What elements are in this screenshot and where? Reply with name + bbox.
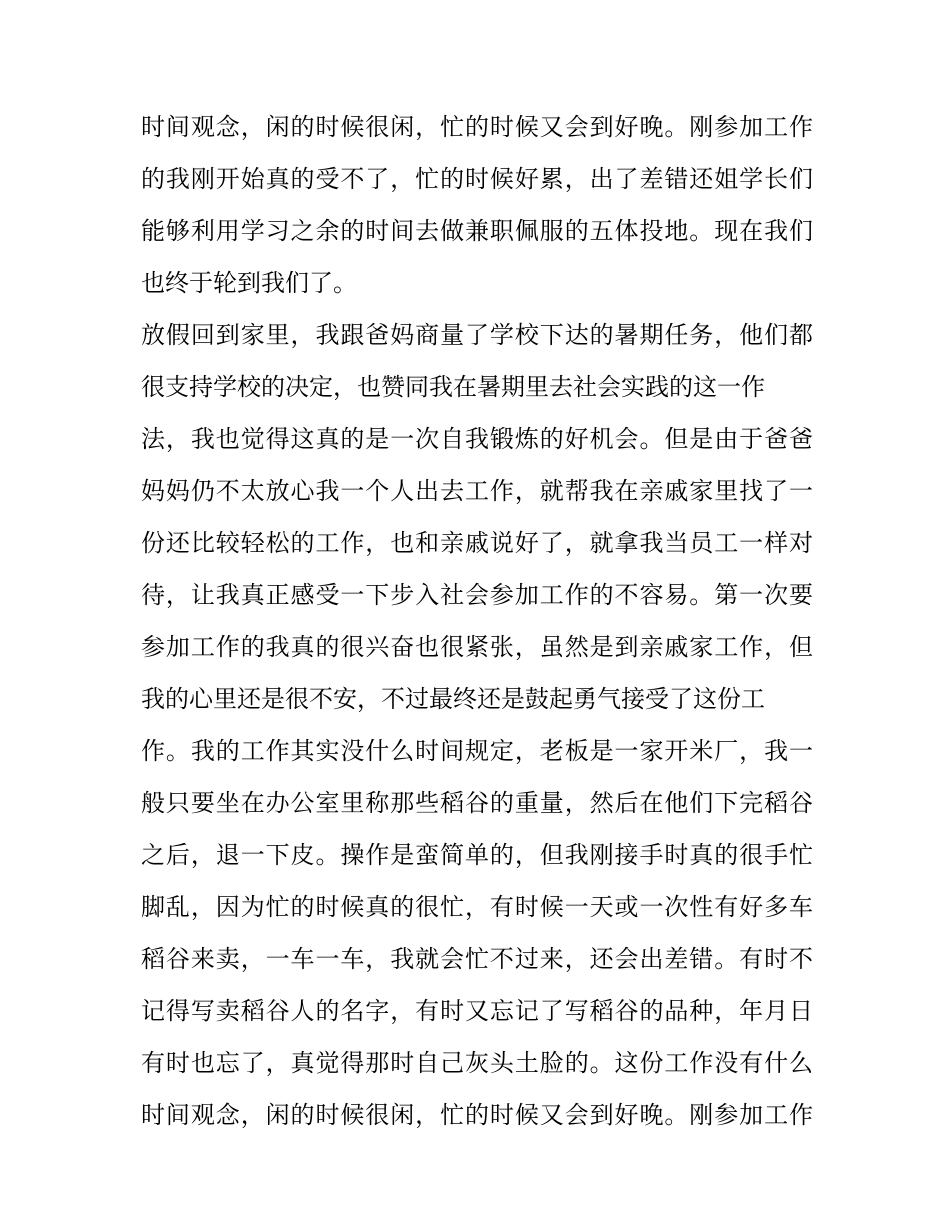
text-line: 份还比较轻松的工作，也和亲戚说好了，就拿我当员工一样对: [141, 529, 813, 557]
text-line: 般只要坐在办公室里称那些稻谷的重量，然后在他们下完稻谷: [141, 789, 813, 817]
text-line: 我的心里还是很不安，不过最终还是鼓起勇气接受了这份工: [141, 685, 765, 713]
text-line: 作。我的工作其实没什么时间规定，老板是一家开米厂，我一: [141, 737, 813, 765]
text-line: 的我刚开始真的受不了，忙的时候好累，出了差错还姐学长们: [141, 165, 813, 193]
text-line: 也终于轮到我们了。: [141, 269, 357, 297]
text-line: 之后，退一下皮。操作是蛮简单的，但我刚接手时真的很手忙: [141, 841, 813, 869]
text-line: 记得写卖稻谷人的名字，有时又忘记了写稻谷的品种，年月日: [141, 997, 813, 1025]
text-line: 妈妈仍不太放心我一个人出去工作，就帮我在亲戚家里找了一: [141, 477, 813, 505]
text-line: 有时也忘了，真觉得那时自己灰头土脸的。这份工作没有什么: [141, 1049, 813, 1077]
text-line: 能够利用学习之余的时间去做兼职佩服的五体投地。现在我们: [141, 217, 813, 245]
text-line: 脚乱，因为忙的时候真的很忙，有时候一天或一次性有好多车: [141, 893, 813, 921]
text-line: 法，我也觉得这真的是一次自我锻炼的好机会。但是由于爸爸: [141, 425, 813, 453]
text-line: 参加工作的我真的很兴奋也很紧张，虽然是到亲戚家工作，但: [141, 633, 813, 661]
document-body: [141, 101, 813, 1141]
text-line: 待，让我真正感受一下步入社会参加工作的不容易。第一次要: [141, 581, 813, 609]
text-line: 很支持学校的决定，也赞同我在暑期里去社会实践的这一作: [141, 373, 765, 401]
text-line: 时间观念，闲的时候很闲，忙的时候又会到好晚。刚参加工作: [141, 113, 813, 141]
text-line: 时间观念，闲的时候很闲，忙的时候又会到好晚。刚参加工作: [141, 1101, 813, 1129]
text-line: 放假回到家里，我跟爸妈商量了学校下达的暑期任务，他们都: [141, 321, 813, 349]
text-line: 稻谷来卖，一车一车，我就会忙不过来，还会出差错。有时不: [141, 945, 813, 973]
